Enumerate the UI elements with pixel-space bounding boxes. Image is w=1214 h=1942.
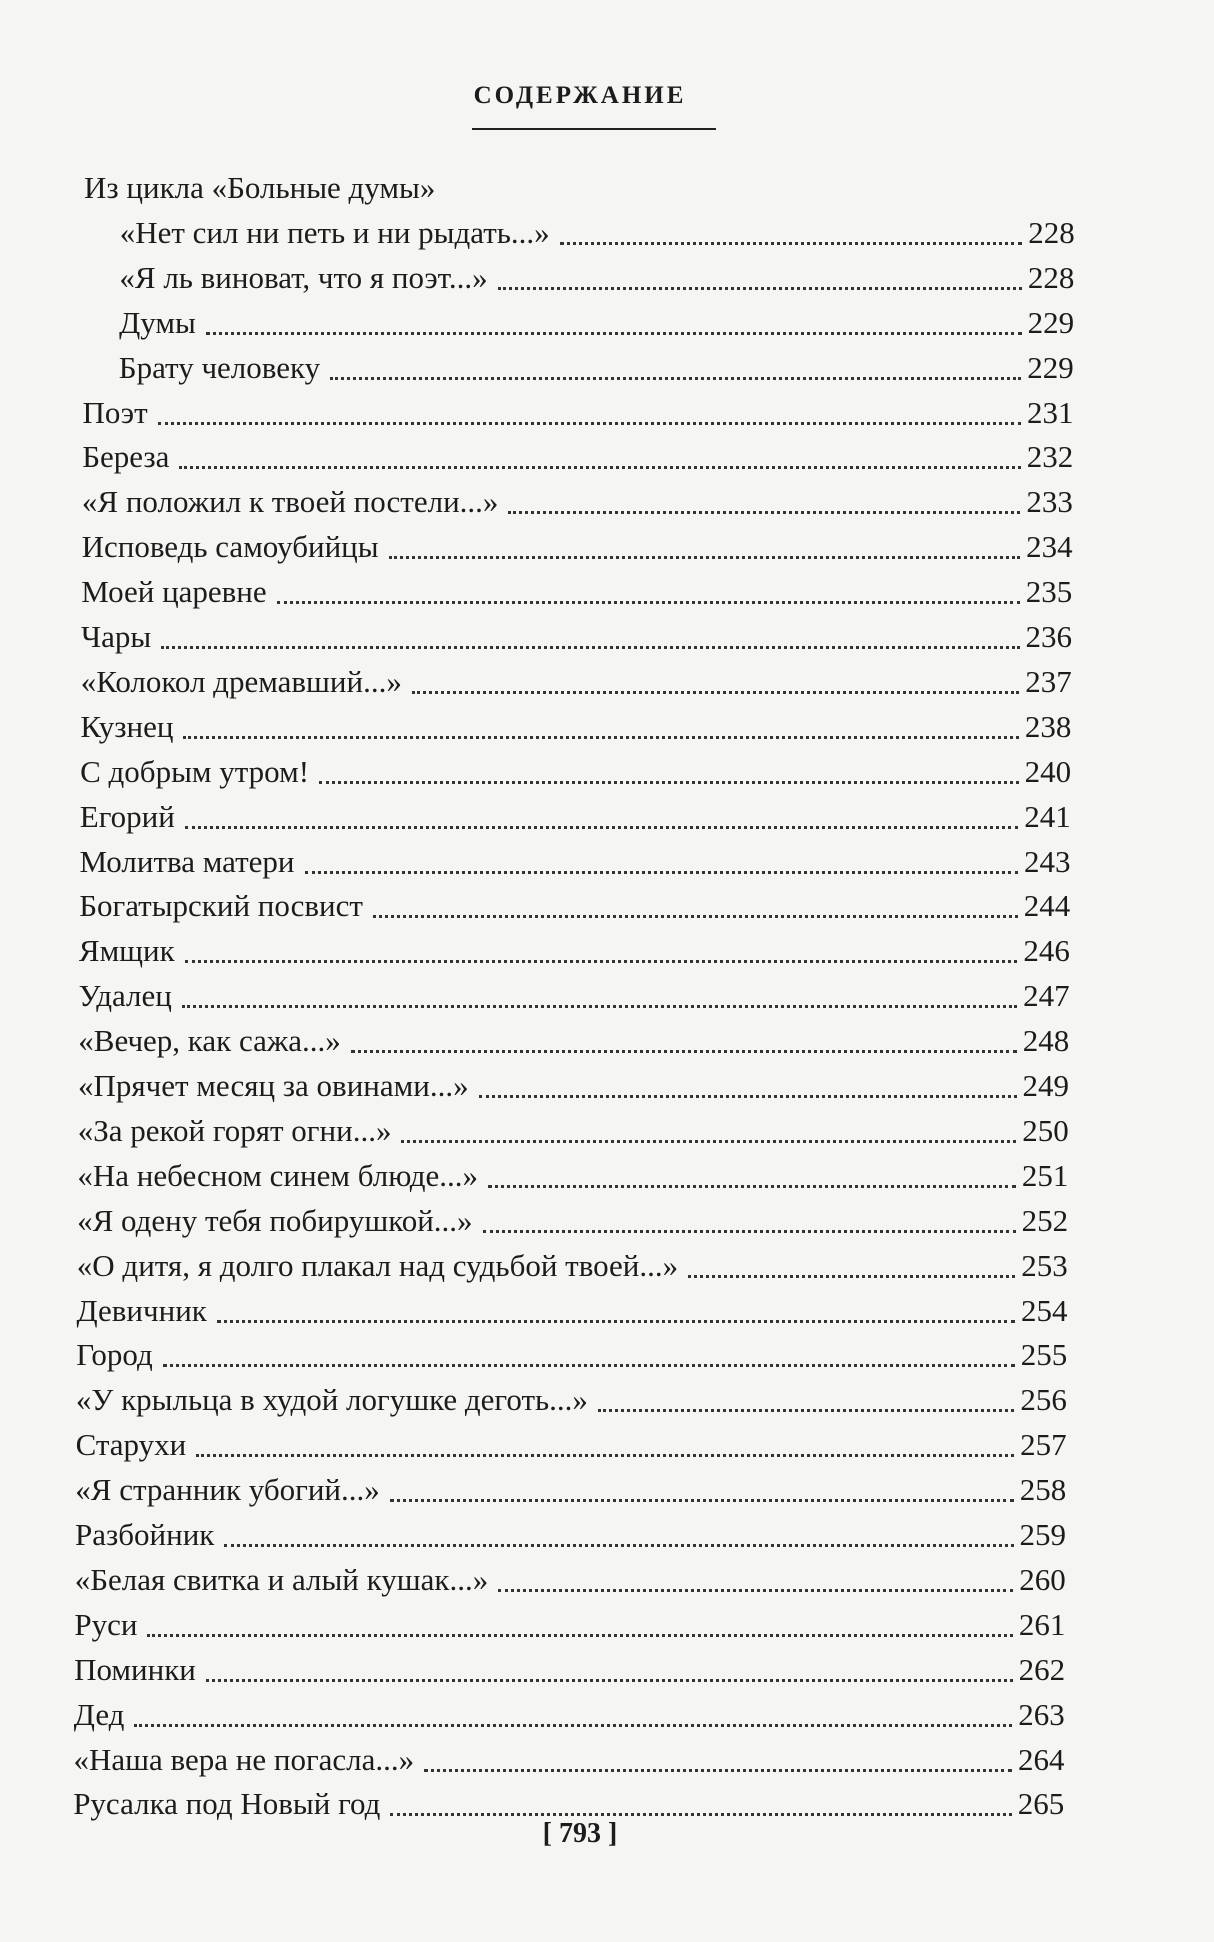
toc-entry [80, 795, 1071, 839]
toc-entry-page: 255 [1020, 1337, 1068, 1373]
toc-entry-page: 259 [1019, 1517, 1066, 1552]
toc-entry-page: 229 [1027, 304, 1075, 340]
toc-entry [82, 480, 1073, 524]
toc-entry-page: 261 [1018, 1606, 1066, 1642]
toc-entry [75, 1513, 1066, 1557]
toc-entry-title: С добрым утром! [80, 753, 310, 789]
toc-entry-page: 250 [1022, 1112, 1069, 1148]
toc-entry-title: «Колокол дремавший...» [80, 663, 402, 699]
toc-entry [74, 1738, 1065, 1782]
toc-entry-title: Разбойник [75, 1517, 215, 1552]
toc-entry-title: «У крыльца в худой логушке деготь...» [75, 1382, 588, 1418]
toc-entry-title: «О дитя, я долго плакал над судьбой твоей...» [76, 1247, 679, 1283]
dot-leader [217, 1319, 1015, 1323]
toc-entry-title: Город [76, 1337, 153, 1373]
dot-leader [330, 376, 1021, 380]
toc-entry [81, 570, 1072, 614]
toc-entry [119, 301, 1074, 345]
toc-entry [75, 1558, 1066, 1602]
toc-entry [80, 840, 1071, 884]
toc-entry [83, 391, 1074, 435]
dot-leader [206, 1678, 1013, 1682]
dot-leader [161, 645, 1019, 649]
toc-entry [79, 929, 1070, 973]
toc-entry-page: 235 [1025, 574, 1073, 610]
toc-entry-page: 256 [1020, 1382, 1067, 1418]
toc-entry [76, 1378, 1067, 1422]
toc-entry-title: «Вечер, как сажа...» [78, 1023, 341, 1059]
toc-entry-page: 254 [1021, 1292, 1068, 1328]
toc-entry [76, 1333, 1067, 1377]
toc-entry [78, 1109, 1069, 1153]
page-number: [ 793 ] [542, 1818, 618, 1849]
toc-entry-title: Удалец [78, 978, 172, 1014]
toc-entry [81, 615, 1072, 659]
toc-entry-page: 249 [1022, 1068, 1069, 1103]
toc-entry-page: 241 [1024, 798, 1071, 834]
toc-entry-page: 232 [1026, 439, 1074, 475]
dot-leader [412, 690, 1019, 694]
toc-entry-title: Из цикла «Больные думы» [84, 170, 436, 205]
toc-entry-page: 238 [1024, 708, 1072, 744]
toc-entry-page: 265 [1017, 1786, 1065, 1822]
dot-leader [390, 1812, 1011, 1816]
dot-leader [498, 286, 1022, 290]
toc-entry-title: Береза [82, 439, 170, 475]
toc-entry-page: 260 [1019, 1561, 1066, 1597]
toc-entry-page: 247 [1023, 978, 1070, 1014]
toc-entry [82, 525, 1073, 569]
toc-entry-page: 243 [1024, 843, 1071, 879]
toc-entry [77, 1154, 1068, 1198]
dot-leader [560, 241, 1023, 245]
toc-entry-title: Думы [119, 304, 196, 340]
toc-entry [82, 435, 1073, 479]
toc-entry-page: 244 [1023, 888, 1071, 924]
toc-entry-page: 248 [1022, 1023, 1070, 1059]
toc-entry-title: Поэт [82, 394, 148, 430]
toc-entry [75, 1468, 1066, 1512]
toc-entry-page: 253 [1021, 1247, 1068, 1283]
dot-leader [163, 1363, 1015, 1367]
dot-leader [488, 1184, 1016, 1188]
toc-entry-title: «Наша вера не погасла...» [73, 1741, 415, 1777]
dot-leader [390, 1498, 1014, 1502]
dot-leader [305, 870, 1019, 874]
toc-entry-title: «Нет сил ни петь и ни рыдать...» [119, 214, 550, 250]
dot-leader [598, 1408, 1014, 1412]
toc-entry-title: Русалка под Новый год [73, 1786, 381, 1822]
toc-entry-title: Егорий [79, 798, 175, 834]
dot-leader [206, 331, 1022, 335]
toc-entry-page: 236 [1025, 619, 1072, 654]
toc-entry-page: 234 [1026, 529, 1073, 565]
toc-entry-page: 263 [1018, 1696, 1065, 1732]
dot-leader [158, 421, 1021, 425]
toc-entry-page: 228 [1027, 259, 1075, 295]
dot-leader [147, 1633, 1012, 1637]
toc-entry-page: 246 [1023, 933, 1070, 969]
toc-entry [119, 256, 1074, 300]
dot-leader [185, 825, 1018, 829]
toc-entry [84, 166, 1075, 210]
toc-entry-title: Кузнец [80, 708, 174, 744]
toc-entry-page: 251 [1021, 1157, 1069, 1193]
dot-leader [351, 1049, 1017, 1053]
dot-leader [224, 1543, 1013, 1547]
heading-underline [472, 128, 716, 130]
toc-entry [80, 750, 1071, 794]
dot-leader [389, 555, 1021, 559]
dot-leader [196, 1453, 1014, 1457]
toc-entry-title: Богатырский посвист [79, 888, 363, 924]
dot-leader [319, 780, 1019, 784]
toc-entry-title: «На небесном синем блюде...» [77, 1157, 479, 1193]
toc-entry-page: 252 [1021, 1202, 1069, 1238]
toc-entry-page: 231 [1027, 394, 1074, 430]
dot-leader [498, 1588, 1013, 1592]
page-heading: СОДЕРЖАНИЕ [473, 82, 687, 109]
toc-entry-title: «Я одену тебя побирушкой...» [77, 1202, 473, 1238]
toc-entry-title: «Белая свитка и алый кушак...» [74, 1561, 489, 1597]
toc-entry [78, 1064, 1069, 1108]
toc-entry-page: 258 [1019, 1472, 1067, 1508]
toc-entry-page: 233 [1026, 484, 1073, 520]
toc-entry-title: «Я странник убогий...» [75, 1472, 380, 1508]
toc-entry [79, 974, 1070, 1018]
toc-entry-page: 228 [1028, 214, 1075, 250]
dot-leader [424, 1768, 1012, 1772]
dot-leader [508, 510, 1020, 514]
toc-entry [77, 1289, 1068, 1333]
toc-entry [77, 1199, 1068, 1243]
dot-leader [185, 959, 1018, 963]
dot-leader [134, 1723, 1012, 1727]
toc-entry [80, 705, 1071, 749]
toc-entry [78, 1019, 1069, 1063]
toc-entry [74, 1603, 1065, 1647]
toc-entry [74, 1648, 1065, 1692]
toc-entry-page: 262 [1018, 1651, 1066, 1687]
toc-entry [76, 1423, 1067, 1467]
toc-entry-title: «Прячет месяц за овинами...» [78, 1068, 469, 1103]
toc-entry-title: Исповедь самоубийцы [81, 529, 379, 565]
toc-entry-title: Моей царевне [81, 574, 267, 610]
dot-leader [183, 735, 1018, 739]
dot-leader [179, 465, 1020, 469]
dot-leader [182, 1004, 1017, 1008]
toc-entry [77, 1244, 1068, 1288]
toc-entry [119, 346, 1074, 390]
toc-entry [81, 660, 1072, 704]
toc-entry-title: Молитва матери [79, 843, 295, 879]
toc-entry-page: 237 [1025, 663, 1072, 699]
toc-entry-title: Ямщик [78, 933, 175, 969]
toc-entry-title: Поминки [74, 1651, 196, 1687]
dot-leader [373, 914, 1018, 918]
dot-leader [483, 1229, 1016, 1233]
toc-entry [74, 1693, 1065, 1737]
toc-entry-title: Руси [74, 1606, 138, 1642]
toc-entry [120, 211, 1075, 255]
toc-entry-page: 264 [1018, 1741, 1065, 1777]
dot-leader [401, 1139, 1016, 1143]
toc-entry-title: Брату человеку [118, 349, 321, 385]
toc-entry-page: 229 [1027, 349, 1074, 385]
toc-entry [79, 884, 1070, 928]
toc-entry-page: 257 [1020, 1427, 1067, 1463]
dot-leader [688, 1274, 1015, 1278]
toc-entry-title: «Я ль виноват, что я поэт...» [119, 259, 488, 295]
toc-entry-title: Дед [73, 1696, 125, 1732]
toc-entry-title: «За рекой горят огни...» [77, 1112, 392, 1148]
toc-entry-title: Чары [81, 619, 152, 654]
toc-entry-title: Девичник [76, 1292, 207, 1328]
dot-leader [479, 1094, 1017, 1098]
dot-leader [277, 600, 1020, 604]
toc-entry-title: «Я положил к твоей постели...» [81, 484, 499, 520]
toc-entry-page: 240 [1024, 753, 1072, 789]
toc-entry-title: Старухи [75, 1427, 187, 1463]
